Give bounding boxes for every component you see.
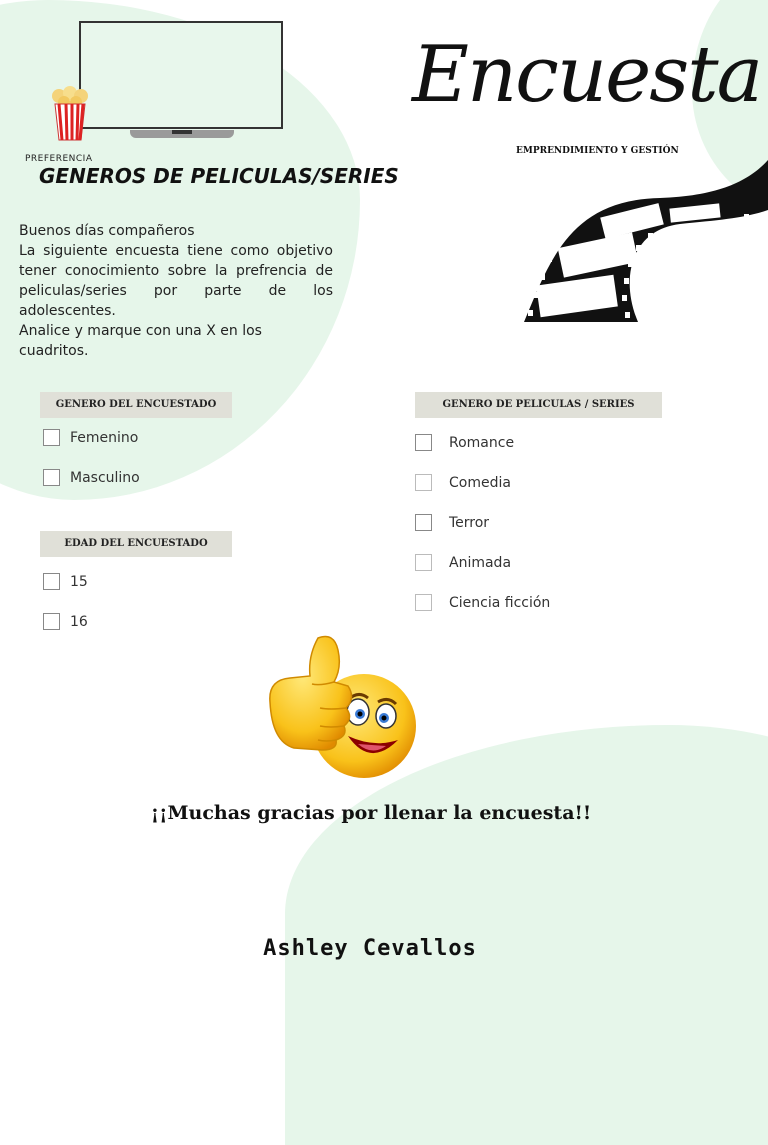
- genres-section-header: GENERO DE PELICULAS / SERIES: [415, 392, 662, 418]
- gender-section-header: GENERO DEL ENCUESTADO: [40, 392, 232, 418]
- checkbox[interactable]: [43, 469, 60, 486]
- intro-text: [19, 221, 333, 361]
- instruction: Analice y marque con una X en los cuadritos.: [19, 323, 262, 359]
- option-label: 16: [70, 613, 88, 630]
- option-label: 15: [70, 573, 88, 590]
- thanks-message: ¡¡Muchas gracias por llenar la encuesta!!: [150, 802, 592, 824]
- option-comedia[interactable]: [415, 474, 511, 491]
- brand-title: Encuesta: [412, 30, 762, 120]
- author-name: Ashley Cevallos: [263, 936, 477, 961]
- section-label: PREFERENCIA: [25, 154, 93, 164]
- checkbox[interactable]: [43, 573, 60, 590]
- popcorn-icon: [50, 86, 90, 142]
- option-femenino[interactable]: [43, 429, 138, 446]
- checkbox[interactable]: [415, 514, 432, 531]
- age-section-header: EDAD DEL ENCUESTADO: [40, 531, 232, 557]
- film-strip-icon: [520, 140, 768, 326]
- option-label: Masculino: [70, 469, 140, 486]
- greeting: Buenos días compañeros: [19, 223, 195, 239]
- checkbox[interactable]: [415, 434, 432, 451]
- option-15[interactable]: [43, 573, 88, 590]
- checkbox[interactable]: [415, 554, 432, 571]
- option-label: Comedia: [449, 474, 511, 491]
- checkbox[interactable]: [415, 594, 432, 611]
- tv-stand-base: [172, 130, 192, 134]
- thumbs-up-emoji-icon: [260, 632, 420, 782]
- option-16[interactable]: [43, 613, 88, 630]
- option-romance[interactable]: [415, 434, 514, 451]
- option-masculino[interactable]: [43, 469, 140, 486]
- checkbox[interactable]: [415, 474, 432, 491]
- option-label: Femenino: [70, 429, 139, 446]
- background-blob-bottom: [285, 725, 768, 1145]
- intro-paragraph: La siguiente encuesta tiene como objetivo tener conocimiento sobre la prefrencia de peliculas/series por parte de los adolescentes.: [19, 243, 333, 319]
- option-label: Romance: [449, 434, 515, 451]
- brand-subtitle: EMPRENDIMIENTO Y GESTIÓN: [516, 146, 679, 156]
- option-animada[interactable]: [415, 554, 511, 571]
- checkbox[interactable]: [43, 613, 60, 630]
- page-title: GENEROS DE PELICULAS/SERIES: [39, 164, 399, 188]
- option-label: Ciencia ficción: [449, 594, 551, 611]
- checkbox[interactable]: [43, 429, 60, 446]
- tv-icon: [79, 21, 283, 129]
- option-label: Terror: [449, 514, 490, 531]
- option-label: Animada: [449, 554, 512, 571]
- option-ciencia-ficcion[interactable]: [415, 594, 550, 611]
- option-terror[interactable]: [415, 514, 489, 531]
